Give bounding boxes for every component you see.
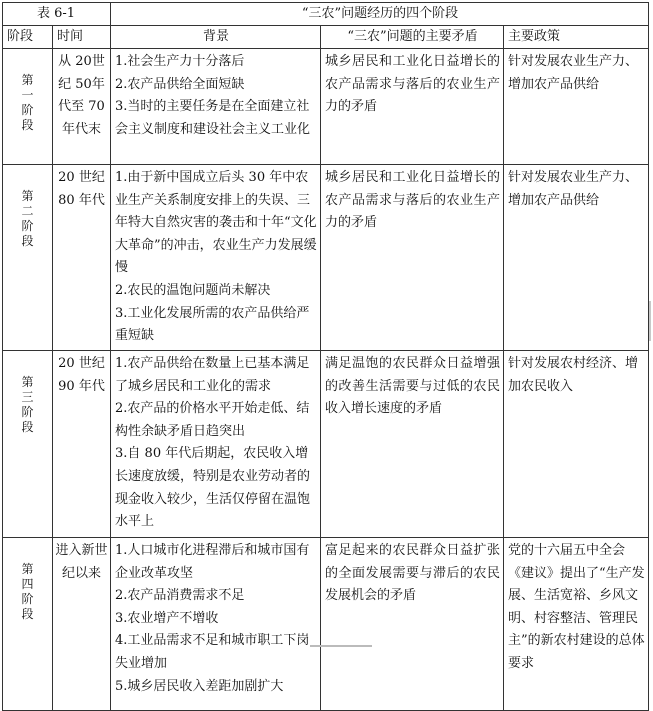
background-cell xyxy=(111,351,321,538)
policy-cell: 针对发展农业生产力、增加农产品供给 xyxy=(504,49,649,165)
header-stage: 阶段 xyxy=(3,26,53,49)
background-item: 5.城乡居民收入差距加剧扩大 xyxy=(115,678,284,694)
stages-table xyxy=(2,2,649,711)
background-item: 1.社会生产力十分落后 xyxy=(115,54,245,69)
policy-cell: 针对发展农业生产力、增加农产品供给 xyxy=(504,165,649,351)
time-cell: 20 世纪 80 年代 xyxy=(53,165,111,351)
time-cell: 从 20世纪 50年代至 70年代末 xyxy=(53,49,111,165)
background-item: 4.工业品需求不足和城市职工下岗失业增加 xyxy=(115,633,310,671)
background-cell xyxy=(111,165,321,351)
stage-cell xyxy=(3,351,53,538)
background-item: 2.农产品消费需求不足 xyxy=(115,588,245,604)
table-row xyxy=(3,538,649,711)
contradiction-cell: 满足温饱的农民群众日益增强的改善生活需要与过低的农民收入增长速度的矛盾 xyxy=(321,351,504,538)
policy-cell: 党的十六届五中全会《建议》提出了“生产发展、生活宽裕、乡风文明、村容整洁、管理民主”的新农村建设的总体要求 xyxy=(504,538,649,711)
table-row xyxy=(3,49,649,165)
document-page xyxy=(2,2,648,711)
background-item: 3.工业化发展所需的农产品供给严重短缺 xyxy=(115,305,310,344)
stage-cell xyxy=(3,538,53,711)
page-bottom-divider xyxy=(310,645,372,647)
stage-label: 第二阶段 xyxy=(21,189,34,248)
table-row xyxy=(3,165,649,351)
stage-label: 第四阶段 xyxy=(21,562,34,621)
contradiction-cell: 城乡居民和工业化日益增长的农产品需求与落后的农业生产力的矛盾 xyxy=(321,165,504,351)
background-item: 1.人口城市化进程滞后和城市国有企业改革攻坚 xyxy=(115,543,310,581)
background-item: 2.农民的温饱问题尚未解决 xyxy=(115,282,271,298)
header-contradiction: “三农”问题的主要矛盾 xyxy=(321,26,504,49)
stage-cell xyxy=(3,165,53,351)
stage-label: 第三阶段 xyxy=(21,375,34,434)
header-policy: 主要政策 xyxy=(504,26,649,49)
background-item: 1.由于新中国成立后头 30 年中农业生产关系制度安排上的失误、三年特大自然灾害的袭击和十年“文化大革命”的冲击，农业生产力发展缓慢 xyxy=(115,170,317,276)
title-row xyxy=(3,3,649,26)
background-item: 3.自 80 年代后期起，农民收入增长速度放缓，特别是农业劳动者的现金收入较少，生活仅停留在温饱水平上 xyxy=(115,446,311,530)
stage-cell xyxy=(3,49,53,165)
background-item: 2.农产品供给全面短缺 xyxy=(115,76,245,92)
policy-cell: 针对发展农村经济、增加农民收入 xyxy=(504,351,649,538)
contradiction-cell: 城乡居民和工业化日益增长的农产品需求与落后的农业生产力的矛盾 xyxy=(321,49,504,165)
background-item: 3.当时的主要任务是在全面建立社会主义制度和建设社会主义工业化 xyxy=(115,99,311,137)
time-cell: 进入新世纪以来 xyxy=(53,538,111,711)
table-caption: 表 6-1 xyxy=(3,3,111,26)
header-time: 时间 xyxy=(53,26,111,49)
background-item: 1.农产品供给在数量上已基本满足了城乡居民和工业化的需求 xyxy=(115,356,310,394)
scrollbar-handle[interactable] xyxy=(649,301,651,341)
time-cell: 20 世纪 90 年代 xyxy=(53,351,111,538)
stage-label: 第一阶段 xyxy=(21,73,34,132)
contradiction-cell: 富足起来的农民群众日益扩张的全面发展需要与滞后的农民发展机会的矛盾 xyxy=(321,538,504,711)
background-cell xyxy=(111,538,321,711)
background-cell xyxy=(111,49,321,165)
background-item: 2.农产品的价格水平开始走低、结构性余缺矛盾日趋突出 xyxy=(115,401,310,439)
table-row xyxy=(3,351,649,538)
table-title: “三农”问题经历的四个阶段 xyxy=(111,3,649,26)
header-row xyxy=(3,26,649,49)
header-background: 背景 xyxy=(111,26,321,49)
background-item: 3.农业增产不增收 xyxy=(115,610,219,626)
